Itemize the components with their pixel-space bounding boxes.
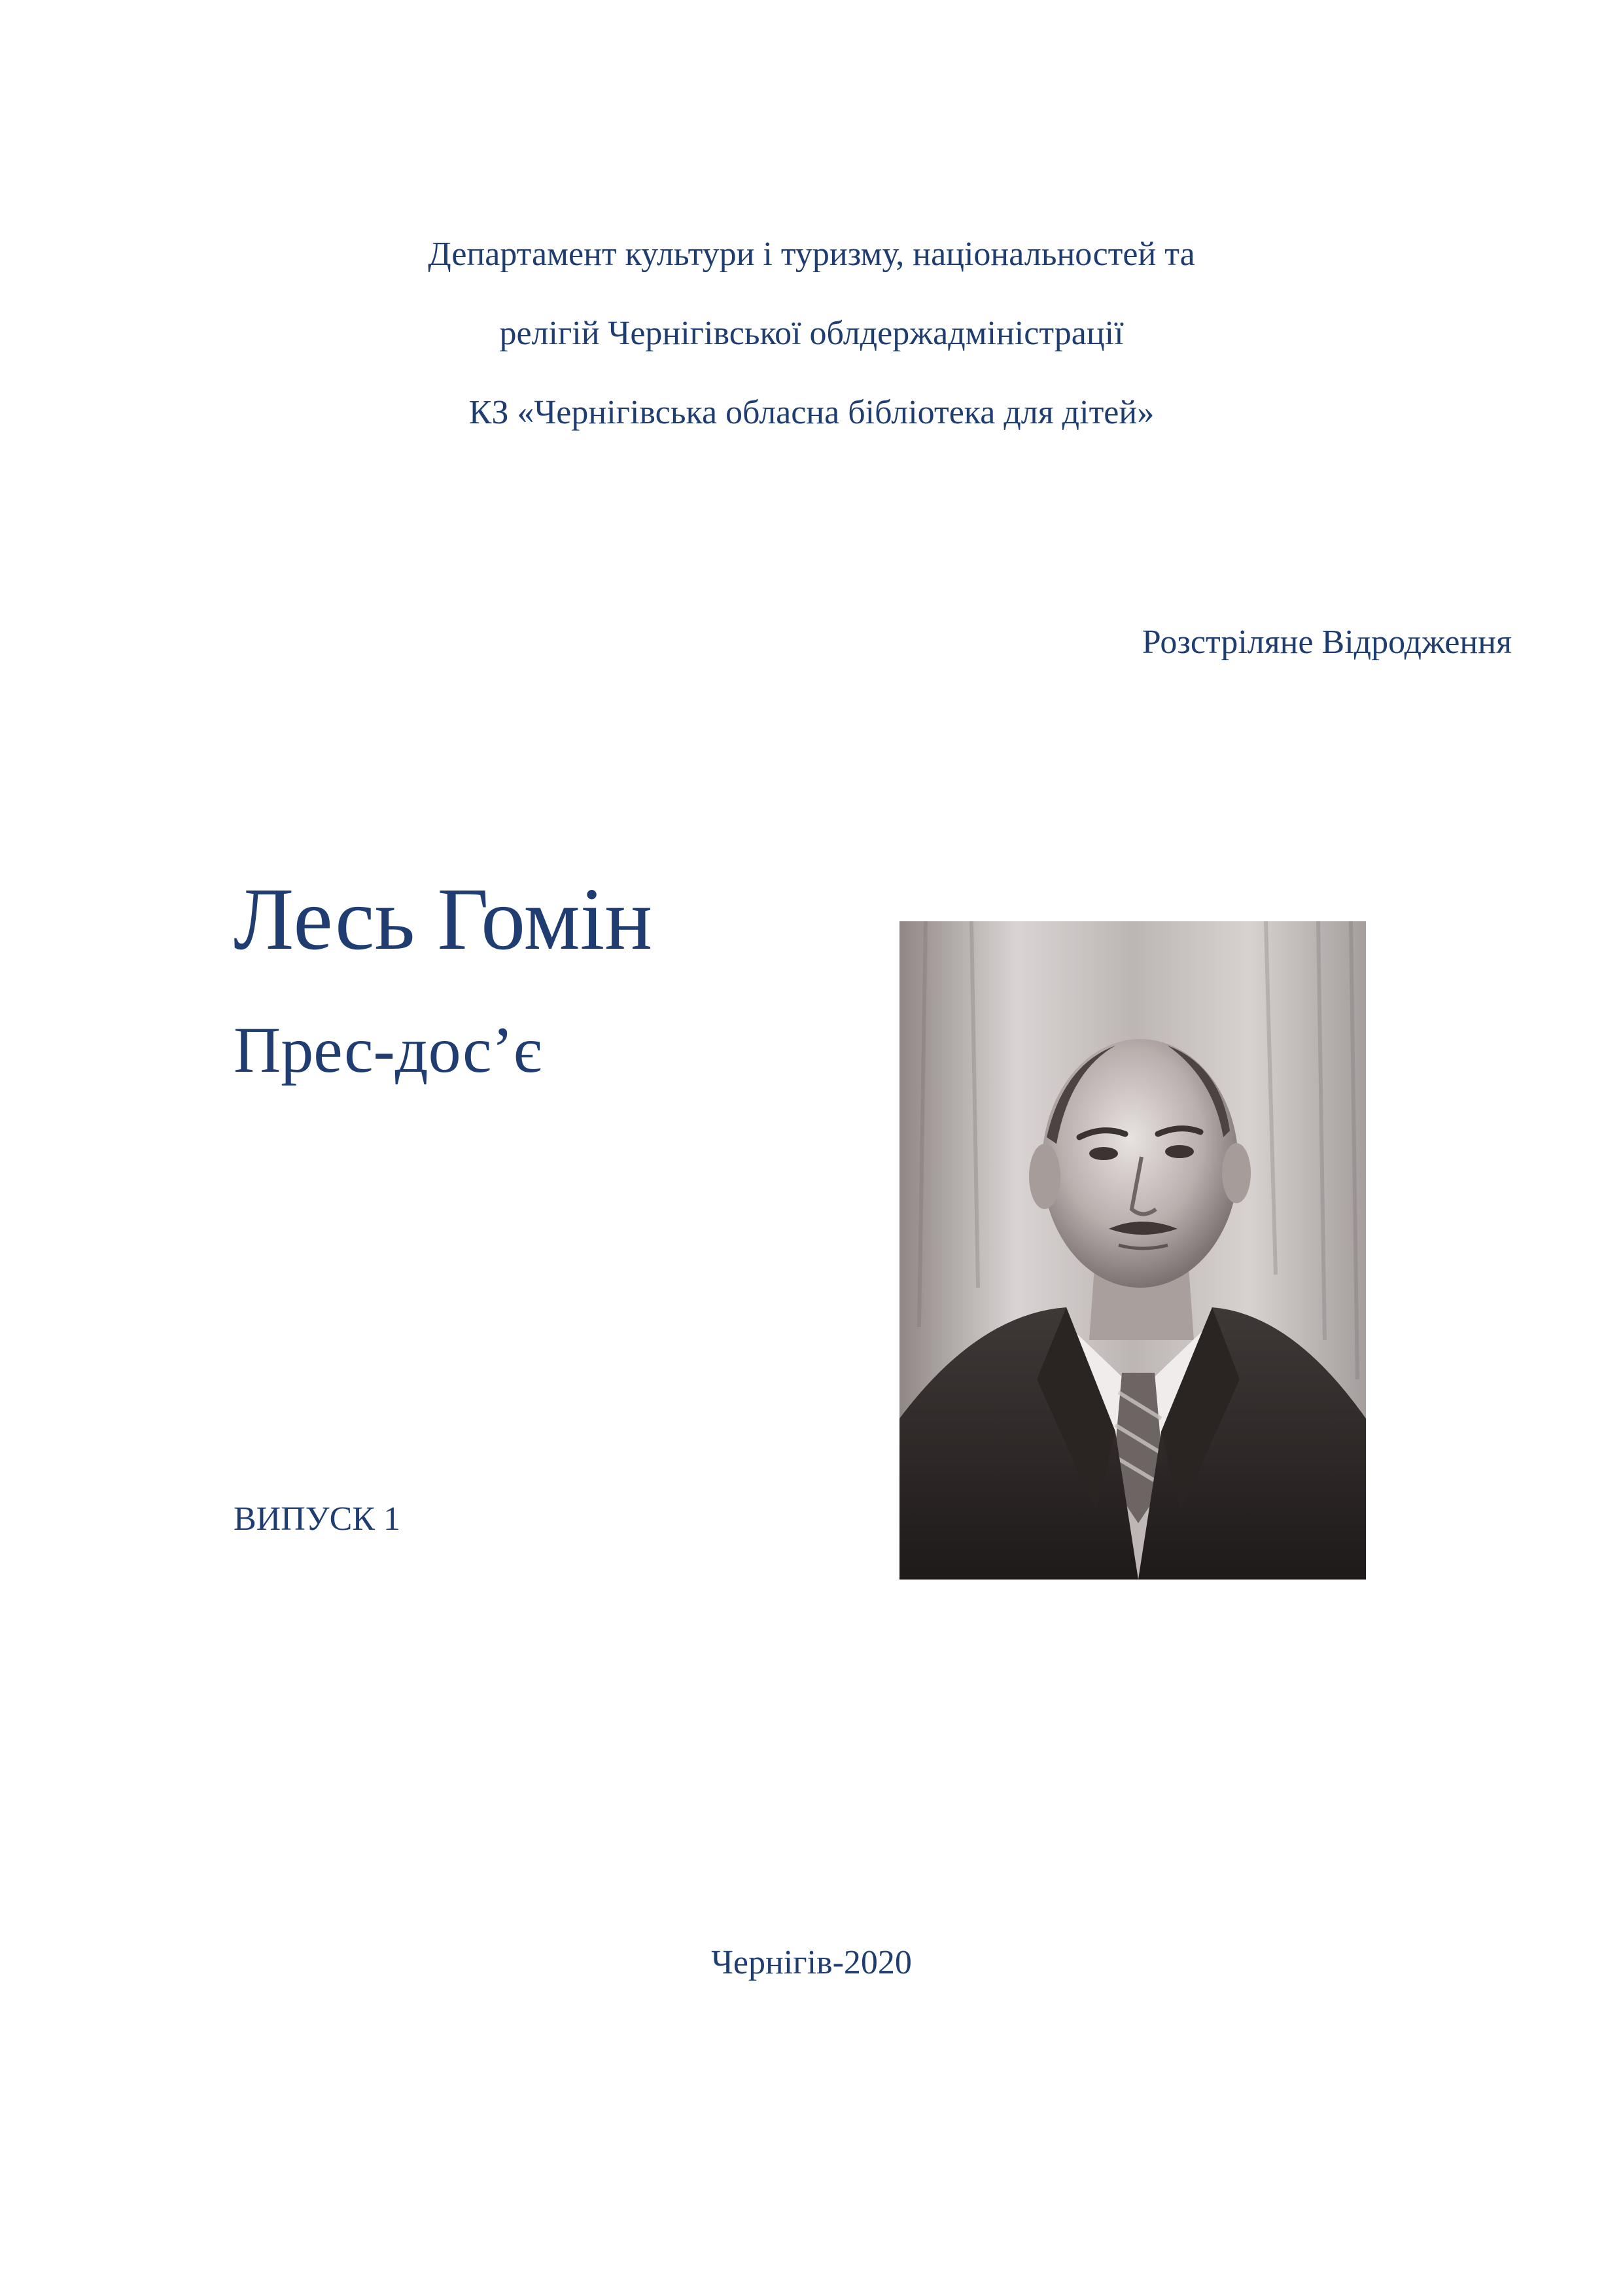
portrait-photo-icon [899, 921, 1366, 1580]
header-line-1: Департамент культури і туризму, національностей та [428, 236, 1195, 273]
portrait-photo [899, 921, 1366, 1580]
header-line-2: релігій Чернігівської облдержадміністрації [499, 315, 1124, 352]
header-line-3: КЗ «Чернігівська обласна бібліотека для дітей» [468, 394, 1155, 431]
document-type: Прес-дос’є [234, 1014, 542, 1086]
footer-place-year: Чернігів-2020 [711, 1944, 912, 1981]
author-name: Лесь Гомін [234, 870, 653, 968]
series-label: Розстріляне Відродження [1142, 624, 1512, 661]
issue-label: ВИПУСК 1 [234, 1500, 400, 1538]
